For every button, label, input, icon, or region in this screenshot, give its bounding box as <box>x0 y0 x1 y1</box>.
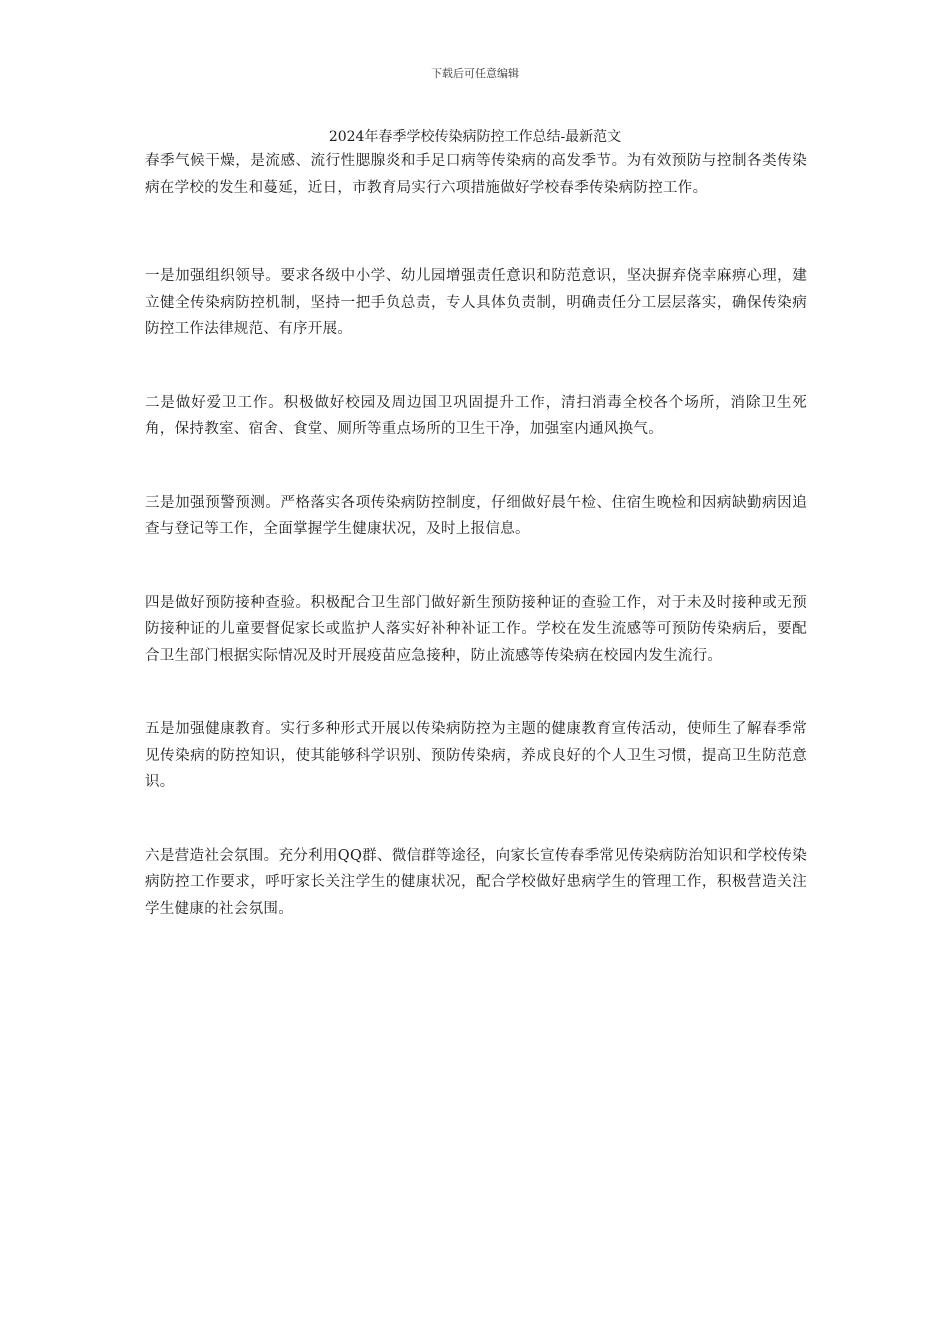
document-body <box>145 148 807 922</box>
header-note: 下载后可任意编辑 <box>431 67 519 80</box>
measure-paragraph-2: 二是做好爱卫工作。积极做好校园及周边国卫巩固提升工作，清扫消毒全校各个场所，消除卫生死角，保持教室、宿舍、食堂、厕所等重点场所的卫生干净，加强室内通风换气。 <box>145 394 807 437</box>
measure-paragraph-6: 六是营造社会氛围。充分利用QQ群、微信群等途径，向家长宣传春季常见传染病防治知识和学校传染病防控工作要求，呼吁家长关注学生的健康状况，配合学校做好患病学生的管理工作，积极营造关注学生健康的社会氛围。 <box>145 847 807 917</box>
measure-paragraph-3: 三是加强预警预测。严格落实各项传染病防控制度，仔细做好晨午检、住宿生晚检和因病缺勤病因追查与登记等工作，全面掌握学生健康状况，及时上报信息。 <box>145 494 807 537</box>
measure-paragraph-5: 五是加强健康教育。实行多种形式开展以传染病防控为主题的健康教育宣传活动，使师生了解春季常见传染病的防控知识，使其能够科学识别、预防传染病，养成良好的个人卫生习惯，提高卫生防范意识。 <box>145 721 807 790</box>
document-title: 2024年春季学校传染病防控工作总结-最新范文 <box>328 129 622 145</box>
measure-paragraph-4: 四是做好预防接种查验。积极配合卫生部门做好新生预防接种证的查验工作，对于未及时接种或无预防接种证的儿童要督促家长或监护人落实好补种补证工作。学校在发生流感等可预防传染病后，要配合卫生部门根据实际情况及时开展疫苗应急接种，防止流感等传染病在校园内发生流行。 <box>145 594 807 664</box>
measure-paragraph-1: 一是加强组织领导。要求各级中小学、幼儿园增强责任意识和防范意识，坚决摒弃侥幸麻痹心理，建立健全传染病防控机制，坚持一把手负总责，专人具体负责制，明确责任分工层层落实，确保传染病防控工作法律规范、有序开展。 <box>145 268 807 337</box>
intro-paragraph: 春季气候干燥，是流感、流行性腮腺炎和手足口病等传染病的高发季节。为有效预防与控制各类传染病在学校的发生和蔓延，近日，市教育局实行六项措施做好学校春季传染病防控工作。 <box>145 153 807 196</box>
